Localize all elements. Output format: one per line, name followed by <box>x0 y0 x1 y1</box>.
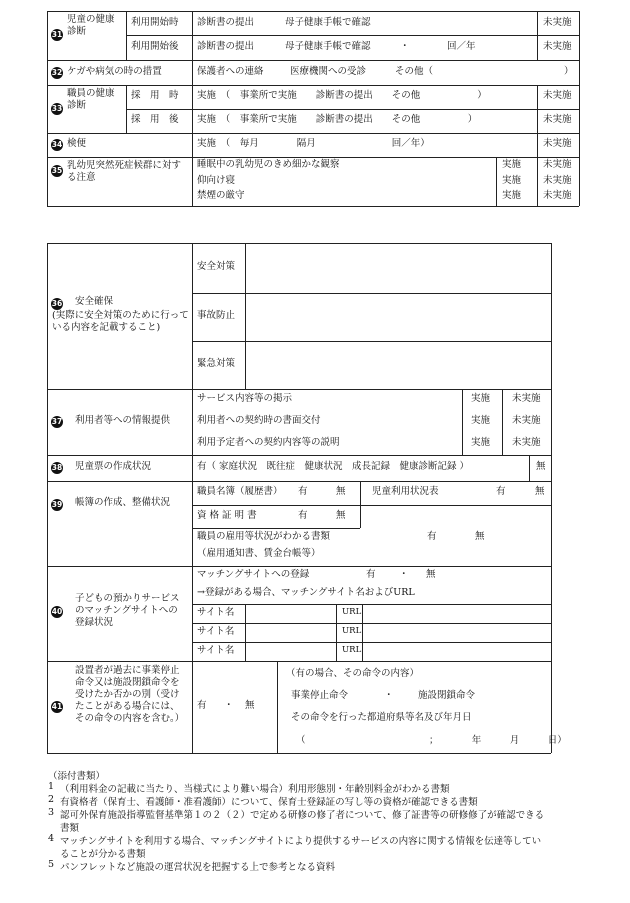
info-item-3-yes: 実施 <box>471 437 491 448</box>
staff-health-hire-text: 実施 （ 事業所で実施 診断書の提出 その他 ） <box>197 90 487 101</box>
suspension-yes: 有 <box>197 700 207 711</box>
info-item-3: 利用予定者への契約内容等の説明 <box>197 437 340 448</box>
employment-yes: 有 <box>427 531 437 542</box>
child-record-none: 無 <box>536 461 546 472</box>
site-name-label-2: サイト名 <box>197 626 235 637</box>
item-number-33: 33 <box>51 104 63 113</box>
matching-reg-label: マッチングサイトへの登録 <box>197 569 310 580</box>
attachment-number: 4 <box>48 833 55 844</box>
sids-item-2: 仰向け寝 <box>197 175 236 186</box>
injury-item-1: 保護者への連絡 <box>197 66 264 77</box>
info-item-1-no: 未実施 <box>512 393 541 404</box>
child-health-after-status: 未実施 <box>543 41 572 52</box>
staff-health-hire-status: 未実施 <box>543 90 572 101</box>
matching-reg-dot: ・ <box>399 569 409 580</box>
suspension-issuer: その命令を行った都道府県等名及び年月日 <box>291 712 472 723</box>
suspension-order-dot: ・ <box>384 690 394 701</box>
item-number-34: 34 <box>51 140 63 149</box>
site-name-label-1: サイト名 <box>197 607 235 618</box>
employment-note: （雇用通知書、賃金台帳等） <box>197 548 321 559</box>
child-record-title: 児童票の作成状況 <box>75 461 152 472</box>
suspension-order-title: 設置者が過去に事業停止命令又は施設閉鎖命令を受けたか否かの別（受けたことがある場合には、その命令の内容を含む。） <box>75 665 185 724</box>
staff-roster-label: 職員名簿（履歴書） <box>197 486 283 497</box>
attachment-text: 有資格者（保育士、看護師・准看護師）について、保育士登録証の写し等の資格が確認できる書類 <box>60 797 478 808</box>
child-health-check-title: 児童の健康診断 <box>67 14 115 37</box>
item-number-32: 32 <box>51 68 63 77</box>
staff-roster-no: 無 <box>336 486 346 497</box>
info-item-2-yes: 実施 <box>471 415 491 426</box>
child-health-after-times: 回／年 <box>447 41 476 52</box>
info-item-2-no: 未実施 <box>512 415 541 426</box>
attachment-text: （利用料金の記載に当たり、当様式により難い場合）利用形態別・年齢別料金がわかる書類 <box>60 784 450 795</box>
attachment-text: 認可外保育施設指導監督基準第１の２（２）で定める研修の修了者について、修了証書等の研修修了が確認できる <box>60 810 545 821</box>
attachment-text-cont: 書類 <box>60 823 80 834</box>
safety-title: 安全確保 <box>75 296 114 307</box>
attachments-heading: （添付書類） <box>48 771 106 782</box>
site-name-label-3: サイト名 <box>197 645 235 656</box>
child-usage-no: 無 <box>535 486 545 497</box>
child-health-start-label: 利用開始時 <box>131 17 179 28</box>
sids-item-2-yes: 実施 <box>502 175 522 186</box>
ledger-title: 帳簿の作成、整備状況 <box>75 497 171 508</box>
item-number-41: 41 <box>51 702 63 711</box>
matching-reg-no: 無 <box>426 569 436 580</box>
employment-no: 無 <box>475 531 485 542</box>
attachment-number: 2 <box>48 794 55 805</box>
child-health-start-status: 未実施 <box>543 17 572 28</box>
sids-item-2-no: 未実施 <box>543 175 572 186</box>
emergency-measures-label: 緊急対策 <box>197 358 236 369</box>
item-number-31: 31 <box>51 30 63 39</box>
item-number-37: 37 <box>51 417 63 426</box>
matching-reg-yes: 有 <box>366 569 376 580</box>
staff-health-after-text: 実施 （ 事業所で実施 診断書の提出 その他 ） <box>197 114 478 125</box>
suspension-if-yes: （有の場合、その命令の内容） <box>286 668 420 679</box>
info-item-3-no: 未実施 <box>512 437 541 448</box>
staff-health-after-status: 未実施 <box>543 114 572 125</box>
cert-no: 無 <box>336 510 346 521</box>
child-health-after-item-2: 母子健康手帳で確認 <box>285 41 371 52</box>
sids-title: 乳幼児突然死症候群に対する注意 <box>67 160 182 183</box>
sids-item-3: 禁煙の厳守 <box>197 190 245 201</box>
injury-item-2: 医療機関への受診 <box>290 66 367 77</box>
injury-item-close: ） <box>564 66 574 77</box>
child-health-start-item-1: 診断書の提出 <box>197 17 255 28</box>
child-health-start-item-2: 母子健康手帳で確認 <box>285 17 371 28</box>
child-record-text: 有（ 家庭状況 既往症 健康状況 成長記録 健康診断記録 ） <box>197 461 470 472</box>
attachment-text: パンフレットなど施設の運営状況を把握する上で参考となる資料 <box>60 862 336 873</box>
item-number-40: 40 <box>51 607 63 616</box>
item-number-36: 36 <box>51 299 63 308</box>
url-label-1: URL <box>342 607 362 617</box>
safety-description: (実際に安全対策のために行っている内容を記載すること) <box>52 310 189 333</box>
suspension-no: 無 <box>245 700 255 711</box>
sids-item-1-yes: 実施 <box>502 159 522 170</box>
item-number-39: 39 <box>51 500 63 509</box>
attachment-text-cont: ることが分かる書類 <box>60 849 146 860</box>
url-label-3: URL <box>342 645 362 655</box>
sids-item-1-no: 未実施 <box>543 159 572 170</box>
stool-test-title: 検便 <box>67 138 87 149</box>
info-item-1-yes: 実施 <box>471 393 491 404</box>
cert-yes: 有 <box>298 510 308 521</box>
child-usage-label: 児童利用状況表 <box>372 486 439 497</box>
staff-roster-yes: 有 <box>298 486 308 497</box>
child-health-after-label: 利用開始後 <box>131 41 179 52</box>
child-usage-yes: 有 <box>496 486 506 497</box>
matching-note: →登録がある場合、マッチングサイト名およびURL <box>197 587 415 598</box>
attachment-text: マッチングサイトを利用する場合、マッチングサイトにより提供するサービスの内容に関する情報を伝達等してい <box>60 836 542 847</box>
staff-health-hire-label: 採 用 時 <box>131 90 179 101</box>
attachment-number: 1 <box>48 781 55 792</box>
stool-test-status: 未実施 <box>543 138 572 149</box>
sids-item-3-yes: 実施 <box>502 190 522 201</box>
item-number-35: 35 <box>51 166 63 175</box>
info-provision-title: 利用者等への情報提供 <box>75 415 171 426</box>
sids-item-3-no: 未実施 <box>543 190 572 201</box>
cert-label: 資 格 証 明 書 <box>197 510 257 521</box>
suspension-order-2: 施設閉鎖命令 <box>418 690 476 701</box>
attachment-number: 3 <box>48 807 55 818</box>
attachment-number: 5 <box>48 859 55 870</box>
info-item-2: 利用者への契約時の書面交付 <box>197 415 321 426</box>
stool-test-text: 実施 （ 毎月 隔月 回／年） <box>197 138 430 149</box>
suspension-dot: ・ <box>224 700 234 711</box>
matching-site-title: 子どもの預かりサービスのマッチングサイトへの登録状況 <box>75 593 180 628</box>
accident-prevention-label: 事故防止 <box>197 310 236 321</box>
staff-health-after-label: 採 用 後 <box>131 114 179 125</box>
child-health-after-item-1: 診断書の提出 <box>197 41 255 52</box>
sids-item-1: 睡眠中の乳幼児のきめ細かな観察 <box>197 159 340 170</box>
suspension-order-1: 事業停止命令 <box>291 690 349 701</box>
child-health-after-dot: ・ <box>400 41 410 52</box>
item-number-38: 38 <box>51 463 63 472</box>
employment-label: 職員の雇用等状況がわかる書類 <box>197 531 331 542</box>
suspension-date-field: （ ； 年 月 日） <box>296 735 567 746</box>
url-label-2: URL <box>342 626 362 636</box>
injury-item-3: その他（ <box>395 66 434 77</box>
info-item-1: サービス内容等の掲示 <box>197 393 293 404</box>
staff-health-check-title: 職員の健康診断 <box>67 88 115 111</box>
safety-measures-label: 安全対策 <box>197 261 236 272</box>
injury-illness-title: ケガや病気の時の措置 <box>67 66 162 77</box>
